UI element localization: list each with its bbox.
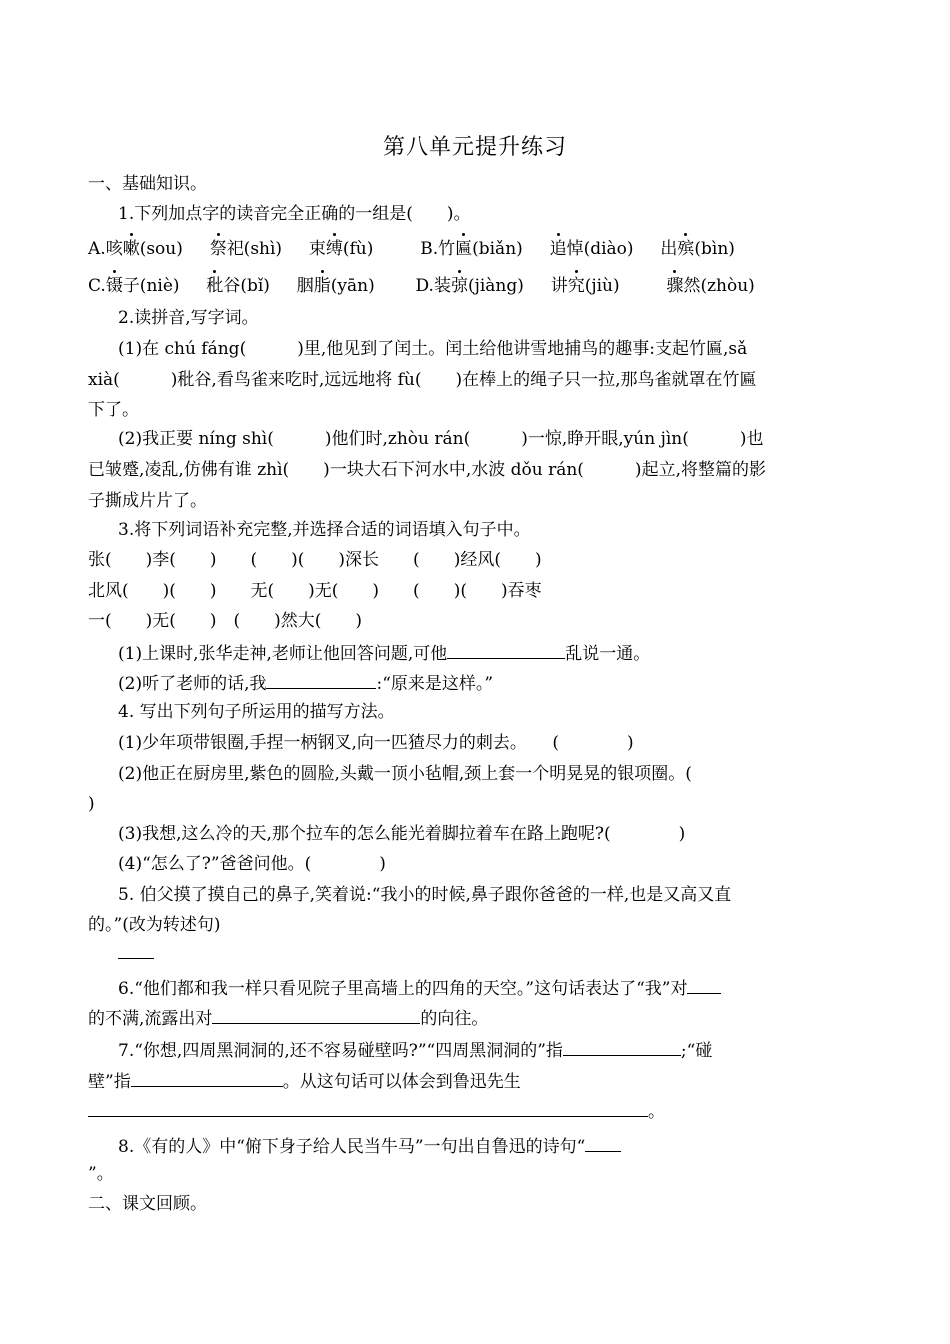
answer-blank[interactable] <box>266 670 376 689</box>
q3-idiom-row-3: 一( )无( ) ( )然大( ) <box>88 611 363 631</box>
q5-answer <box>118 940 154 966</box>
q2-p2-line1: (2)我正要 níng shì( )他们时,zhòu rán( )一惊,睁开眼,yún jìn( )也 <box>118 429 764 449</box>
q2-p1-line1: (1)在 chú fáng( )里,他见到了闰土。闰土给他讲雪地捕鸟的趣事:支起竹匾,sǎ <box>118 339 748 359</box>
q3-idiom-row-2: 北风( )( ) 无( )无( ) ( )( )吞枣 <box>88 581 542 601</box>
q7-line-1: 7.“你想,四周黑洞洞的,还不容易碰壁吗?”“四周黑洞洞的”指 ;“碰 <box>118 1037 712 1063</box>
q3-idiom-row-1: 张( )李( ) ( )( )深长 ( )经风( ) <box>88 550 542 570</box>
q3-sentence-2: (2)听了老师的话,我 :“原来是这样。” <box>118 670 493 696</box>
answer-blank[interactable] <box>118 940 154 959</box>
dotted-char: 秕 <box>206 276 224 296</box>
page-title: 第八单元提升练习 <box>382 135 567 160</box>
section-1-heading: 一、基础知识。 <box>88 174 207 194</box>
dotted-char: 祭 <box>209 239 227 259</box>
q4-sentence-3: (3)我想,这么冷的天,那个拉车的怎么能光着脚拉着车在路上跑呢?( ) <box>118 824 686 844</box>
dotted-char: 脂 <box>313 276 331 296</box>
q1-row-cd: C.镊子(niè) 秕谷(bǐ) 胭脂(yān) D.装弶(jiàng) 讲究(jiù) 骤然(zhòu) <box>88 276 755 296</box>
q5-line-1: 5. 伯父摸了摸自己的鼻子,笑着说:“我小的时候,鼻子跟你爸爸的一样,也是又高又直 <box>118 885 732 905</box>
q4-sentence-2: (2)他正在厨房里,紫色的圆脸,头戴一顶小毡帽,颈上套一个明晃晃的银项圈。( <box>118 764 692 784</box>
dotted-char: 嗽 <box>122 239 140 259</box>
answer-blank[interactable] <box>563 1037 681 1056</box>
option-a-label: A. <box>88 239 106 259</box>
q4-sentence-4: (4)“怎么了?”爸爸问他。( ) <box>118 854 386 874</box>
dotted-char: 镊 <box>105 276 123 296</box>
option-d-label: D. <box>415 276 434 296</box>
q4-sentence-1: (1)少年项带银圈,手捏一柄钢叉,向一匹猹尽力的刺去。 ( ) <box>118 733 634 753</box>
dotted-char: 缚 <box>325 239 343 259</box>
answer-blank[interactable] <box>687 975 721 994</box>
q4-sentence-2-close: ) <box>88 794 95 814</box>
q6-line-2: 的不满,流露出对 的向往。 <box>88 1005 488 1031</box>
q2-p1-line2: xià( )秕谷,看鸟雀来吃时,远远地将 fù( )在棒上的绳子只一拉,那鸟雀就罩在竹匾 <box>88 370 757 390</box>
dotted-char: 究 <box>567 276 585 296</box>
option-c-label: C. <box>88 276 106 296</box>
option-b-label: B. <box>420 239 439 259</box>
q1-row-ab: A.咳嗽(sou) 祭祀(shì) 束缚(fù) B.竹匾(biǎn) 追悼(diào) 出殡(bìn) <box>88 239 735 259</box>
dotted-char: 骤 <box>666 276 684 296</box>
q3-stem: 3.将下列词语补充完整,并选择合适的词语填入句子中。 <box>118 520 531 540</box>
q1-stem: 1.下列加点字的读音完全正确的一组是( )。 <box>118 204 471 224</box>
q7-line-2: 壁”指 。从这句话可以体会到鲁迅先生 <box>88 1068 521 1094</box>
q6-line-1: 6.“他们都和我一样只看见院子里高墙上的四角的天空。”这句话表达了“我”对 <box>118 975 721 1001</box>
section-2-heading: 二、课文回顾。 <box>88 1194 207 1214</box>
q4-stem: 4. 写出下列句子所运用的描写方法。 <box>118 702 395 722</box>
answer-blank[interactable] <box>131 1068 283 1087</box>
dotted-char: 殡 <box>677 239 695 259</box>
q5-line-2: 的。”(改为转述句) <box>88 915 221 935</box>
dotted-char: 追 <box>549 239 567 259</box>
q8-line-1: 8.《有的人》中“俯下身子给人民当牛马”一句出自鲁迅的诗句“ <box>118 1133 621 1159</box>
q2-p2-line2: 已皱蹙,凌乱,仿佛有谁 zhì( )一块大石下河水中,水波 dǒu rán( )起立,将整篇的影 <box>88 460 766 480</box>
answer-blank[interactable] <box>88 1098 648 1117</box>
dotted-char: 匾 <box>455 239 473 259</box>
answer-blank[interactable] <box>585 1133 621 1152</box>
q3-sentence-1: (1)上课时,张华走神,老师让他回答问题,可他 乱说一通。 <box>118 640 650 666</box>
q8-line-2: ”。 <box>88 1164 114 1184</box>
q7-line-3: 。 <box>88 1098 665 1124</box>
q2-p2-line3: 子撕成片片了。 <box>88 491 207 511</box>
dotted-char: 弶 <box>450 276 468 296</box>
answer-blank[interactable] <box>447 640 565 659</box>
q2-p1-line3: 下了。 <box>88 400 139 420</box>
answer-blank[interactable] <box>212 1005 420 1024</box>
q2-stem: 2.读拼音,写字词。 <box>118 308 259 328</box>
